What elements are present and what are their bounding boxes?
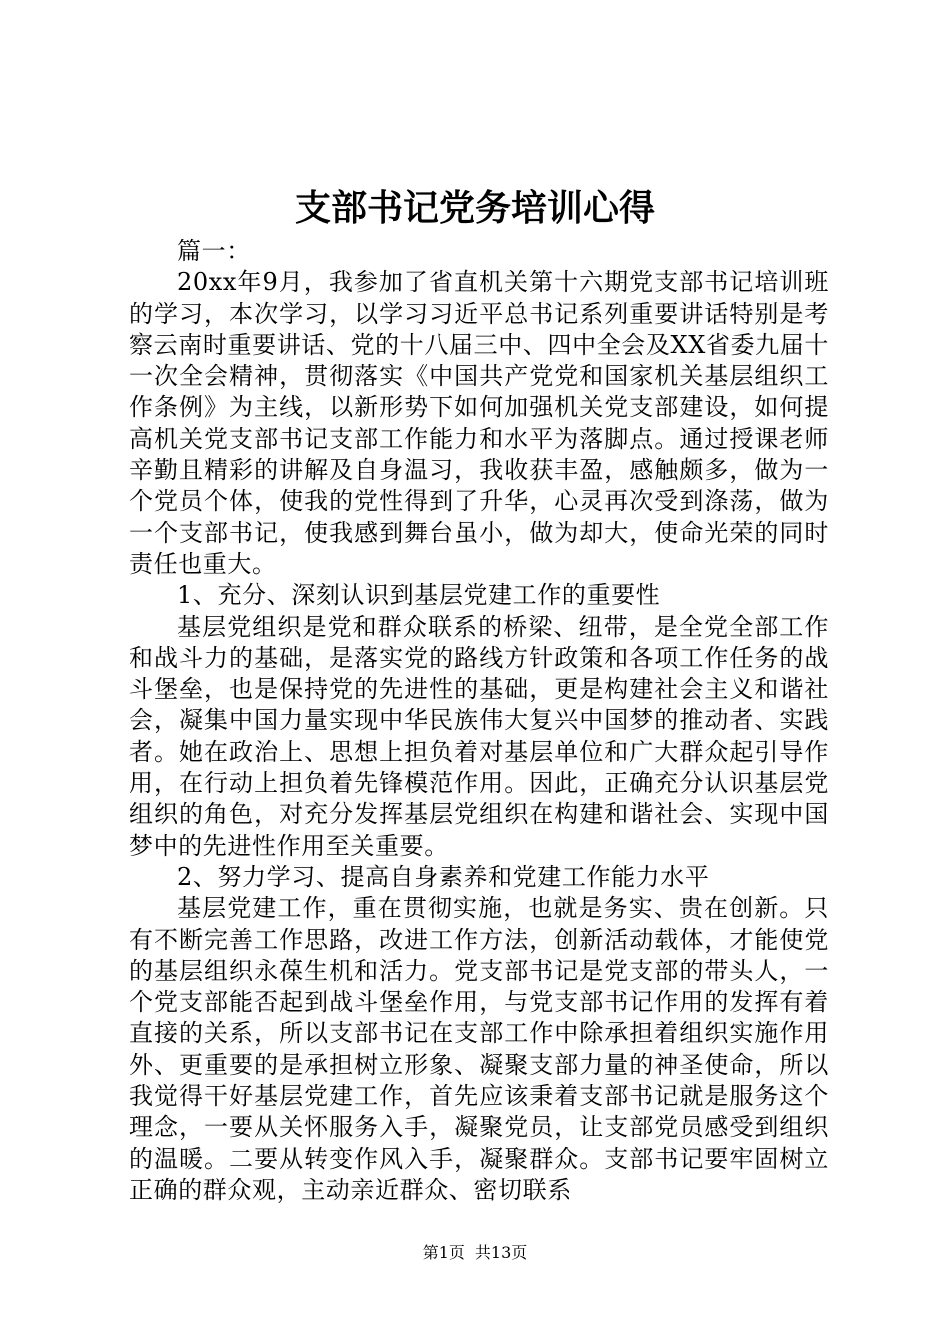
paragraph-point-1: 基层党组织是党和群众联系的桥梁、纽带，是全党全部工作和战斗力的基础，是落实党的路线方针政策和各项工作任务的战斗堡垒，也是保持党的先进性的基础，更是构建社会主义和谐社会，凝集中国力量实现中华民族伟大复兴中国梦的推动者、实践者。她在政治上、思想上担负着对基层单位和广大群众起引导作用，在行动上担负着先锋模范作用。因此，正确充分认识基层党组织的角色，对充分发挥基层党组织在构建和谐社会、实现中国梦中的先进性作用至关重要。 [129, 612, 829, 860]
document-title: 支部书记党务培训心得 [294, 187, 655, 229]
page-total: 共13页 [474, 1243, 528, 1262]
page-footer [0, 1242, 950, 1264]
document-body [129, 236, 829, 1206]
paragraph-intro: 20xx年9月，我参加了省直机关第十六期党支部书记培训班的学习，本次学习，以学习习近平总书记系列重要讲话特别是考察云南时重要讲话、党的十八届三中、四中全会及XX省委九届十一次全会精神，贯彻落实《中国共产党党和国家机关基层组织工作条例》为主线，以新形势下如何加强机关党支部建设，如何提高机关党支部书记支部工作能力和水平为落脚点。通过授课老师辛勤且精彩的讲解及自身温习，我收获丰盈，感触颇多，做为一个党员个体，使我的党性得到了升华，心灵再次受到涤荡，做为一个支部书记，使我感到舞台虽小，做为却大，使命光荣的同时责任也重大。 [129, 268, 829, 578]
paragraph-section-label: 篇一： [177, 237, 251, 265]
heading-point-1: 1、充分、深刻认识到基层党建工作的重要性 [177, 581, 661, 610]
paragraph-point-2: 基层党建工作，重在贯彻实施，也就是务实、贵在创新。只有不断完善工作思路，改进工作方法，创新活动载体，才能使党的基层组织永葆生机和活力。党支部书记是党支部的带头人，一个党支部能否起到战斗堡垒作用，与党支部书记作用的发挥有着直接的关系，所以支部书记在支部工作中除承担着组织实施作用外、更重要的是承担树立形象、凝聚支部力量的神圣使命，所以我觉得干好基层党建工作，首先应该秉着支部书记就是服务这个理念，一要从关怀服务入手，凝聚党员，让支部党员感受到组织的温暖。二要从转变作风入手，凝聚群众。支部书记要牢固树立正确的群众观，主动亲近群众、密切联系 [129, 894, 829, 1204]
page-number: 第1页 [422, 1243, 465, 1262]
heading-point-2: 2、努力学习、提高自身素养和党建工作能力水平 [177, 862, 710, 891]
